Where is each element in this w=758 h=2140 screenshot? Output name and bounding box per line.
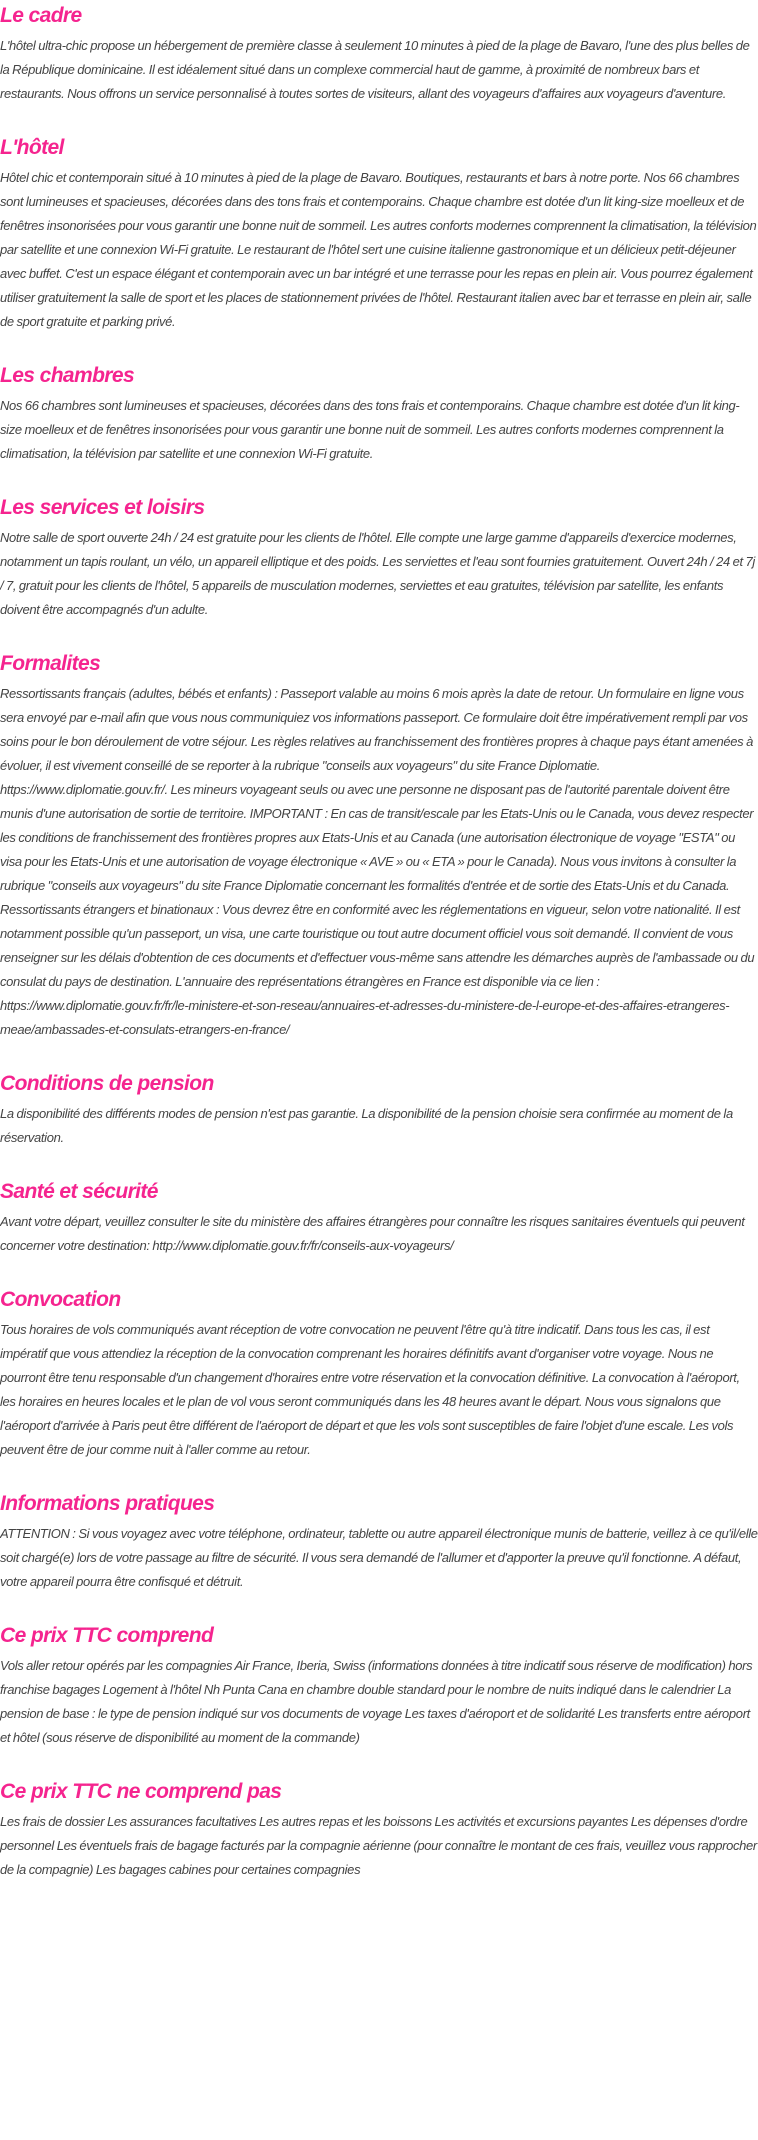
- section-title: Convocation: [0, 1288, 121, 1311]
- section-body: Avant votre départ, veuillez consulter le site du ministère des affaires étrangères pour connaître les risques sanitaires éventuels qui peuvent concerner votre destination: http://www.diplomatie.gouv.fr/fr/conseils-aux-voyageurs/: [0, 1214, 745, 1253]
- section-sante-et-securite: [0, 1176, 758, 1258]
- section-prix-comprend: [0, 1620, 758, 1750]
- section-title: Conditions de pension: [0, 1072, 214, 1095]
- section-body: Hôtel chic et contemporain situé à 10 minutes à pied de la plage de Bavaro. Boutiques, restaurants et bars à notre porte. Nos 66 chambres sont lumineuses et spacieuses, décorées dans des tons frais et contemporains. Chaque chambre est dotée d'un lit king-size moelleux et de fenêtres insonorisées pour vous garantir une bonne nuit de sommeil. Les autres conforts modernes comprennent la climatisation, la télévision par satellite et une connexion Wi-Fi gratuite. Le restaurant de l'hôtel sert une cuisine italienne gastronomique et un délicieux petit-déjeuner avec buffet. C'est un espace élégant et contemporain avec un bar intégré et une terrasse pour les repas en plein air. Vous pourrez également utiliser gratuitement la salle de sport et les places de stationnement privées de l'hôtel. Restaurant italien avec bar et terrasse en plein air, salle de sport gratuite et parking privé.: [0, 170, 757, 329]
- section-services-et-loisirs: [0, 492, 758, 622]
- section-title: Le cadre: [0, 4, 82, 27]
- section-body: Tous horaires de vols communiqués avant réception de votre convocation ne peuvent l'être qu'à titre indicatif. Dans tous les cas, il est impératif que vous attendiez la réception de la convocation comprenant les horaires définitifs avant d'organiser votre voyage. Nous ne pourront être tenu responsable d'un changement d'horaires entre votre réservation et la convocation définitive. La convocation à l'aéroport, les horaires en heures locales et le plan de vol vous seront communiqués dans les 48 heures avant le départ. Nous vous signalons que l'aéroport d'arrivée à Paris peut être différent de l'aéroport de départ et que les vols sont susceptibles de faire l'objet d'une escale. Les vols peuvent être de jour comme nuit à l'aller comme au retour.: [0, 1322, 740, 1457]
- section-body: Notre salle de sport ouverte 24h / 24 est gratuite pour les clients de l'hôtel. Elle compte une large gamme d'appareils d'exercice modernes, notamment un tapis roulant, un vélo, un appareil elliptique et des poids. Les serviettes et l'eau sont fournies gratuitement. Ouvert 24h / 24 et 7j / 7, gratuit pour les clients de l'hôtel, 5 appareils de musculation modernes, serviettes et eau gratuites, télévision par satellite, les enfants doivent être accompagnés d'un adulte.: [0, 530, 755, 617]
- section-title: Santé et sécurité: [0, 1180, 158, 1203]
- section-body: La disponibilité des différents modes de pension n'est pas garantie. La disponibilité de la pension choisie sera confirmée au moment de la réservation.: [0, 1106, 733, 1145]
- section-body: ATTENTION : Si vous voyagez avec votre téléphone, ordinateur, tablette ou autre appareil électronique munis de batterie, veillez à ce qu'il/elle soit chargé(e) lors de votre passage au filtre de sécurité. Il vous sera demandé de l'allumer et d'apporter la preuve qu'il fonctionne. A défaut, votre appareil pourra être confisqué et détruit.: [0, 1526, 758, 1589]
- section-les-chambres: [0, 360, 758, 466]
- section-formalites: [0, 648, 758, 1042]
- section-title: Informations pratiques: [0, 1492, 215, 1515]
- section-body: Ressortissants français (adultes, bébés et enfants) : Passeport valable au moins 6 mois après la date de retour. Un formulaire en ligne vous sera envoyé par e-mail afin que vous nous communiquiez vos informations passeport. Ce formulaire doit être impérativement rempli par vos soins pour le bon déroulement de votre séjour. Les règles relatives au franchissement des frontières propres à chaque pays étant amenées à évoluer, il est vivement conseillé de se reporter à la rubrique "conseils aux voyageurs" du site France Diplomatie. https://www.diplomatie.gouv.fr/. Les mineurs voyageant seuls ou avec une personne ne disposant pas de l'autorité parentale doivent être munis d'une autorisation de sortie de territoire. IMPORTANT : En cas de transit/escale par les Etats-Unis ou le Canada, vous devez respecter les conditions de franchissement des frontières propres aux Etats-Unis et au Canada (une autorisation électronique de voyage "ESTA" ou visa pour les Etats-Unis et une autorisation de voyage électronique « AVE » ou « ETA » pour le Canada). Nous vous invitons à consulter la rubrique "conseils aux voyageurs" du site France Diplomatie concernant les formalités d'entrée et de sortie des Etats-Unis et du Canada. Ressortissants étrangers et binationaux : Vous devrez être en conformité avec les réglementations en vigueur, selon votre nationalité. Il est notamment possible qu'un passeport, un visa, une carte touristique ou tout autre document officiel vous soit demandé. Il convient de vous renseigner sur les délais d'obtention de ces documents et d'effectuer vous-même sans attendre les démarches auprès de l'ambassade ou du consulat du pays de destination. L'annuaire des représentations étrangères en France est disponible via ce lien : https://www.diplomatie.gouv.fr/fr/le-ministere-et-son-reseau/annuaires-et-adresses-du-ministere-de-l-europe-et-des-affaires-etrangeres-meae/ambassades-et-consulats-etrangers-en-france/: [0, 686, 755, 1037]
- section-le-cadre: [0, 0, 758, 106]
- section-body: Les frais de dossier Les assurances facultatives Les autres repas et les boissons Les activités et excursions payantes Les dépenses d'ordre personnel Les éventuels frais de bagage facturés par la compagnie aérienne (pour connaître le montant de ces frais, veuillez vous rapprocher de la compagnie) Les bagages cabines pour certaines compagnies: [0, 1814, 757, 1877]
- section-title: Les chambres: [0, 364, 135, 387]
- section-title: Ce prix TTC ne comprend pas: [0, 1780, 282, 1803]
- section-informations-pratiques: [0, 1488, 758, 1594]
- section-convocation: [0, 1284, 758, 1462]
- section-title: Ce prix TTC comprend: [0, 1624, 214, 1647]
- section-title: Formalites: [0, 652, 101, 675]
- section-body: Vols aller retour opérés par les compagnies Air France, Iberia, Swiss (informations données à titre indicatif sous réserve de modification) hors franchise bagages Logement à l'hôtel Nh Punta Cana en chambre double standard pour le nombre de nuits indiqué dans le calendrier La pension de base : le type de pension indiqué sur vos documents de voyage Les taxes d'aéroport et de solidarité Les transferts entre aéroport et hôtel (sous réserve de disponibilité au moment de la commande): [0, 1658, 753, 1745]
- section-body: L'hôtel ultra-chic propose un hébergement de première classe à seulement 10 minutes à pied de la plage de Bavaro, l'une des plus belles de la République dominicaine. Il est idéalement situé dans un complexe commercial haut de gamme, à proximité de nombreux bars et restaurants. Nous offrons un service personnalisé à toutes sortes de visiteurs, allant des voyageurs d'affaires aux voyageurs d'aventure.: [0, 38, 750, 101]
- section-title: L'hôtel: [0, 136, 64, 159]
- section-title: Les services et loisirs: [0, 496, 205, 519]
- section-prix-ne-comprend-pas: [0, 1776, 758, 1882]
- section-body: Nos 66 chambres sont lumineuses et spacieuses, décorées dans des tons frais et contemporains. Chaque chambre est dotée d'un lit king-size moelleux et de fenêtres insonorisées pour vous garantir une bonne nuit de sommeil. Les autres conforts modernes comprennent la climatisation, la télévision par satellite et une connexion Wi-Fi gratuite.: [0, 398, 740, 461]
- section-conditions-de-pension: [0, 1068, 758, 1150]
- section-l-hotel: [0, 132, 758, 334]
